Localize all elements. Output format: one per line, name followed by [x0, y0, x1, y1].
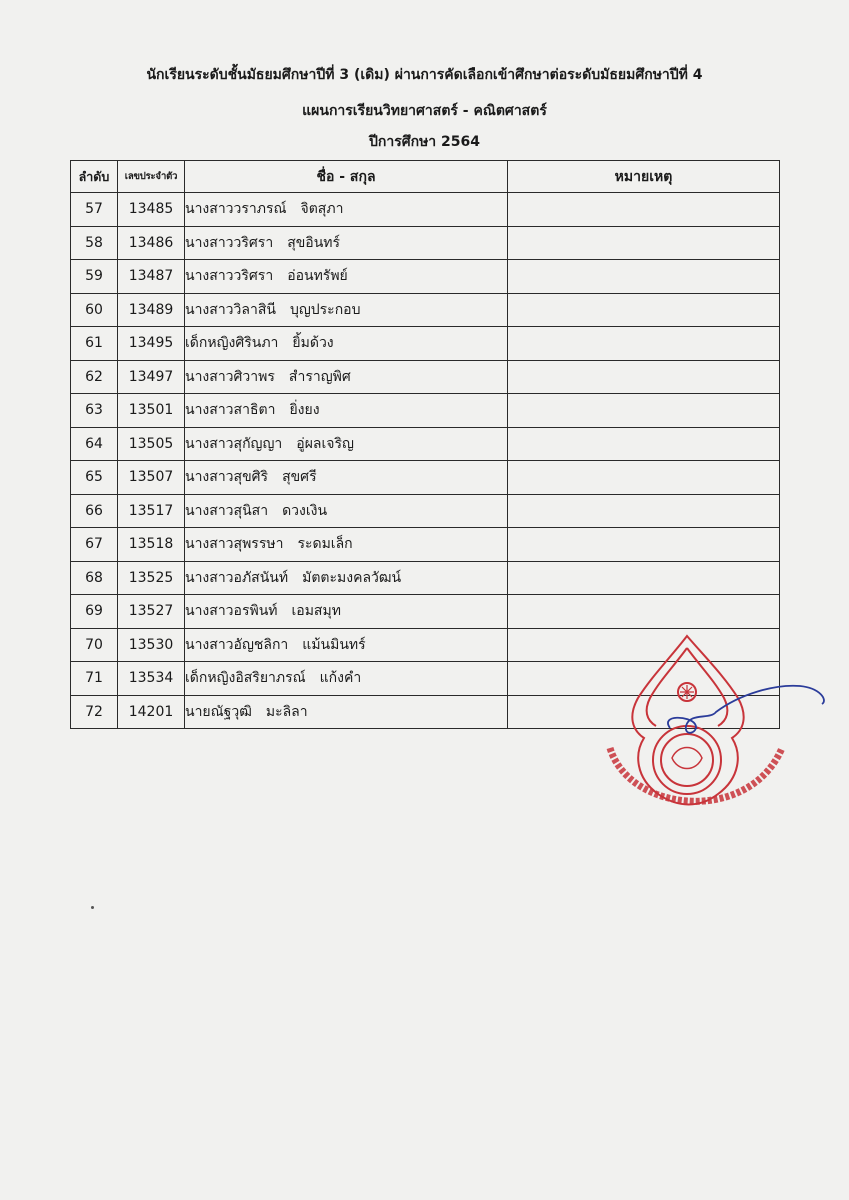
row-remark: [508, 360, 780, 394]
academic-year-title: ปีการศึกษา 2564: [368, 134, 481, 150]
first-name: นางสาววริศรา: [185, 234, 274, 251]
column-header-student-id: เลขประจำตัว: [118, 161, 185, 193]
row-full-name: [185, 394, 508, 428]
row-order-number: 57: [71, 193, 118, 227]
surname: ยิ้มด้วง: [292, 335, 334, 352]
surname: สำราญพิศ: [288, 368, 351, 385]
first-name: นางสาววิลาสินี: [185, 301, 276, 318]
first-name: นางสาวสุขศิริ: [185, 469, 269, 486]
column-header-name: ชื่อ - สกุล: [185, 161, 508, 193]
row-full-name: [185, 528, 508, 562]
first-name: นางสาวสุนิสา: [185, 502, 269, 519]
first-name: เด็กหญิงศิรินภา: [185, 335, 279, 352]
first-name: เด็กหญิงอิสริยาภรณ์: [185, 670, 306, 687]
table-row: [71, 260, 780, 294]
surname: ดวงเงิน: [282, 502, 328, 519]
first-name: นางสาวสาธิตา: [185, 402, 276, 419]
row-student-id: 13487: [118, 260, 185, 294]
row-order-number: 65: [71, 461, 118, 495]
table-row: [71, 427, 780, 461]
row-remark: [508, 528, 780, 562]
row-order-number: 66: [71, 494, 118, 528]
row-order-number: 68: [71, 561, 118, 595]
row-remark: [508, 327, 780, 361]
row-order-number: 59: [71, 260, 118, 294]
row-student-id: 13505: [118, 427, 185, 461]
row-full-name: [185, 293, 508, 327]
row-order-number: 72: [71, 695, 118, 729]
table-row: [71, 528, 780, 562]
row-order-number: 70: [71, 628, 118, 662]
row-remark: [508, 494, 780, 528]
study-plan-title: แผนการเรียนวิทยาศาสตร์ - คณิตศาสตร์: [302, 103, 547, 119]
row-full-name: [185, 695, 508, 729]
surname: อ่อนทรัพย์: [287, 268, 348, 285]
row-remark: [508, 226, 780, 260]
row-student-id: 13495: [118, 327, 185, 361]
first-name: นางสาววริศรา: [185, 268, 274, 285]
surname: สุขศรี: [282, 469, 317, 486]
row-order-number: 64: [71, 427, 118, 461]
row-student-id: 13486: [118, 226, 185, 260]
surname: ยิ่งยง: [289, 402, 320, 419]
row-order-number: 58: [71, 226, 118, 260]
row-full-name: [185, 226, 508, 260]
row-order-number: 71: [71, 662, 118, 696]
row-student-id: 13517: [118, 494, 185, 528]
row-full-name: [185, 360, 508, 394]
table-row: [71, 193, 780, 227]
row-order-number: 67: [71, 528, 118, 562]
row-student-id: 13518: [118, 528, 185, 562]
row-student-id: 13497: [118, 360, 185, 394]
row-student-id: 13530: [118, 628, 185, 662]
row-order-number: 69: [71, 595, 118, 629]
surname: มัตตะมงคลวัฒน์: [302, 569, 402, 586]
row-student-id: 13534: [118, 662, 185, 696]
surname: อู่ผลเจริญ: [296, 435, 354, 452]
row-student-id: 13501: [118, 394, 185, 428]
row-order-number: 63: [71, 394, 118, 428]
row-full-name: [185, 327, 508, 361]
surname: เอมสมุท: [291, 603, 341, 620]
scan-speck: [91, 906, 94, 909]
surname: ระดมเล็ก: [297, 536, 353, 553]
row-order-number: 61: [71, 327, 118, 361]
table-header-row: [71, 161, 780, 193]
row-remark: [508, 394, 780, 428]
row-remark: [508, 427, 780, 461]
surname: จิตสุภา: [300, 201, 344, 218]
table-row: [71, 561, 780, 595]
row-remark: [508, 193, 780, 227]
row-remark: [508, 461, 780, 495]
row-full-name: [185, 595, 508, 629]
table-row: [71, 293, 780, 327]
first-name: นางสาวอภัสนันท์: [185, 569, 289, 586]
row-student-id: 14201: [118, 695, 185, 729]
row-full-name: [185, 427, 508, 461]
table-row: [71, 595, 780, 629]
row-student-id: 13485: [118, 193, 185, 227]
row-full-name: [185, 662, 508, 696]
first-name: นางสาวสุพรรษา: [185, 536, 284, 553]
table-row: [71, 360, 780, 394]
surname: แก้งคำ: [319, 670, 362, 687]
first-name: นางสาวอรพินท์: [185, 603, 278, 620]
row-student-id: 13507: [118, 461, 185, 495]
row-student-id: 13525: [118, 561, 185, 595]
first-name: นางสาวสุกัญญา: [185, 435, 283, 452]
first-name: นายณัฐวุฒิ: [185, 703, 252, 720]
table-row: [71, 394, 780, 428]
school-seal-stamp: [600, 628, 830, 828]
row-remark: [508, 293, 780, 327]
row-student-id: 13489: [118, 293, 185, 327]
table-row: [71, 461, 780, 495]
row-full-name: [185, 461, 508, 495]
surname: สุขอินทร์: [287, 234, 341, 251]
surname: แม้นมินทร์: [302, 636, 366, 653]
first-name: นางสาวอัญชลิกา: [185, 636, 289, 653]
row-full-name: [185, 193, 508, 227]
row-remark: [508, 561, 780, 595]
surname: บุญประกอบ: [289, 301, 361, 318]
row-student-id: 13527: [118, 595, 185, 629]
row-remark: [508, 595, 780, 629]
row-full-name: [185, 628, 508, 662]
first-name: นางสาววราภรณ์: [185, 201, 287, 218]
surname: มะลิลา: [265, 703, 308, 720]
first-name: นางสาวศิวาพร: [185, 368, 275, 385]
document-title: นักเรียนระดับชั้นมัธยมศึกษาปีที่ 3 (เดิม) ผ่านการคัดเลือกเข้าศึกษาต่อระดับมัธยมศึกษาปีที่ 4: [146, 67, 703, 83]
row-full-name: [185, 561, 508, 595]
table-row: [71, 494, 780, 528]
table-row: [71, 226, 780, 260]
row-full-name: [185, 494, 508, 528]
row-order-number: 62: [71, 360, 118, 394]
row-full-name: [185, 260, 508, 294]
table-row: [71, 327, 780, 361]
row-order-number: 60: [71, 293, 118, 327]
column-header-remark: หมายเหตุ: [508, 161, 780, 193]
row-remark: [508, 260, 780, 294]
column-header-order: ลำดับ: [71, 161, 118, 193]
